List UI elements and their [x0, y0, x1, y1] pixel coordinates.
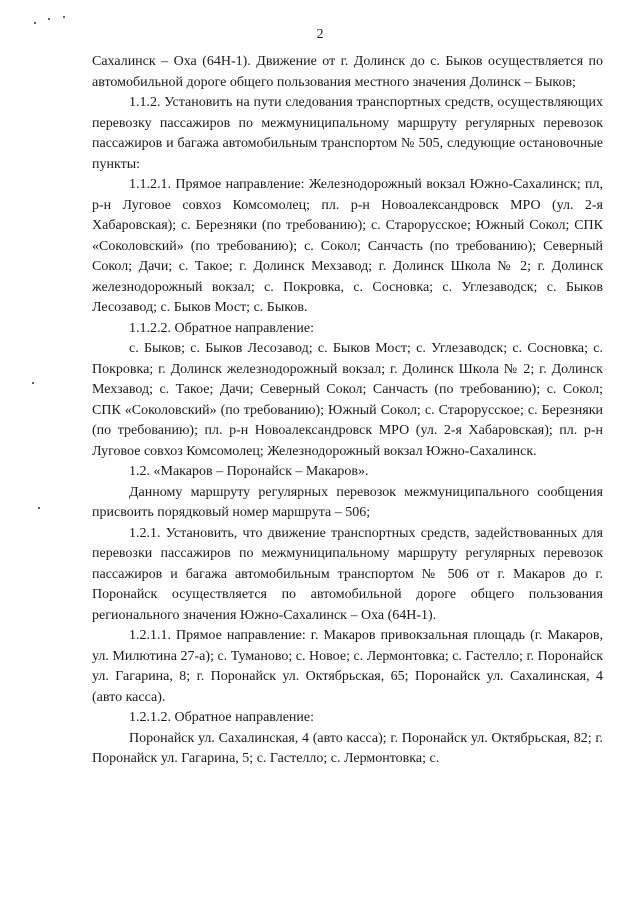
paragraph: 1.2. «Макаров – Поронайск – Макаров». [129, 464, 369, 479]
paragraph: Сахалинск – Оха (64Н-1). Движение от г. Долинск до с. Быков осуществляется по автомобильной дороге общего пользования местного значения Долинск – Быков; [92, 54, 603, 90]
document-body [92, 52, 603, 770]
paragraph: 1.1.2.1. Прямое направление: Железнодорожный вокзал Южно-Сахалинск; пл, р-н Луговое совхоз Комсомолец; пл. р-н Новоалександровск МРО (ул. 2-я Хабаровская); с. Березняки (по требованию); с. Старорусское; Южный Сокол; СПК «Соколовский» (по требованию); с. Сокол; Санчасть (по требованию); Северный Сокол; Дачи; с. Такое; г. Долинск Мехзавод; г. Долинск Школа № 2; г. Долинск железнодорожный вокзал; с. Покровка, с. Сосновка; с. Углезаводск; с. Быков Лесозавод; с. Быков Мост; с. Быков. [92, 177, 603, 315]
paragraph: 1.2.1. Установить, что движение транспортных средств, задействованных для перевозки пассажиров по межмуниципальному маршруту регулярных перевозок пассажиров и багажа автомобильным транспортом № 506 от г. Макаров до г. Поронайск осуществляется по автомобильной дороге общего пользования регионального значения Южно-Сахалинск – Оха (64Н-1). [92, 525, 603, 623]
scan-speck [63, 16, 65, 18]
paragraph: 1.1.2.2. Обратное направление: [129, 320, 315, 336]
paragraph: Поронайск ул. Сахалинская, 4 (авто касса); г. Поронайск ул. Октябрьская, 82; г. Поронайск ул. Гагарина, 5; с. Гастелло; с. Лермонтовка; с. [92, 730, 603, 766]
paragraph: 1.2.1.1. Прямое направление: г. Макаров привокзальная площадь (г. Макаров, ул. Милютина 27-а); с. Туманово; с. Новое; с. Лермонтовка; с. Гастелло; г. Поронайск ул. Гагарина, 8; г. Поронайск ул. Октябрьская, 65; Поронайск ул. Сахалинская, 4 (авто касса). [92, 628, 603, 705]
paragraph: 1.2.1.2. Обратное направление: [129, 710, 315, 725]
page-number: 2 [316, 27, 324, 42]
scan-speck [38, 507, 40, 509]
scan-speck [32, 382, 34, 384]
scan-speck [34, 22, 36, 24]
scan-speck [48, 18, 50, 20]
paragraph: 1.1.2. Установить на пути следования транспортных средств, осуществляющих перевозку пассажиров по межмуниципальному маршруту регулярных перевозок пассажиров и багажа автомобильным транспортом № 505, следующие остановочные пункты: [92, 95, 603, 172]
paragraph: с. Быков; с. Быков Лесозавод; с. Быков Мост; с. Углезаводск; с. Сосновка; с. Покровка; г. Долинск железнодорожный вокзал; г. Долинск Школа № 2; г. Долинск Мехзавод; с. Такое; Дачи; Северный Сокол; Санчасть (по требованию); с. Сокол; СПК «Соколовский» (по требованию); Южный Сокол; с. Старорусское; с. Березняки (по требованию); пл. р-н Новоалександровск МРО (ул. 2-я Хабаровская); пл. р-н Луговое совхоз Комсомолец; Железнодорожный вокзал Южно-Сахалинск. [92, 341, 603, 459]
paragraph: Данному маршруту регулярных перевозок межмуниципального сообщения присвоить порядковый номер маршрута – 506; [92, 484, 603, 520]
